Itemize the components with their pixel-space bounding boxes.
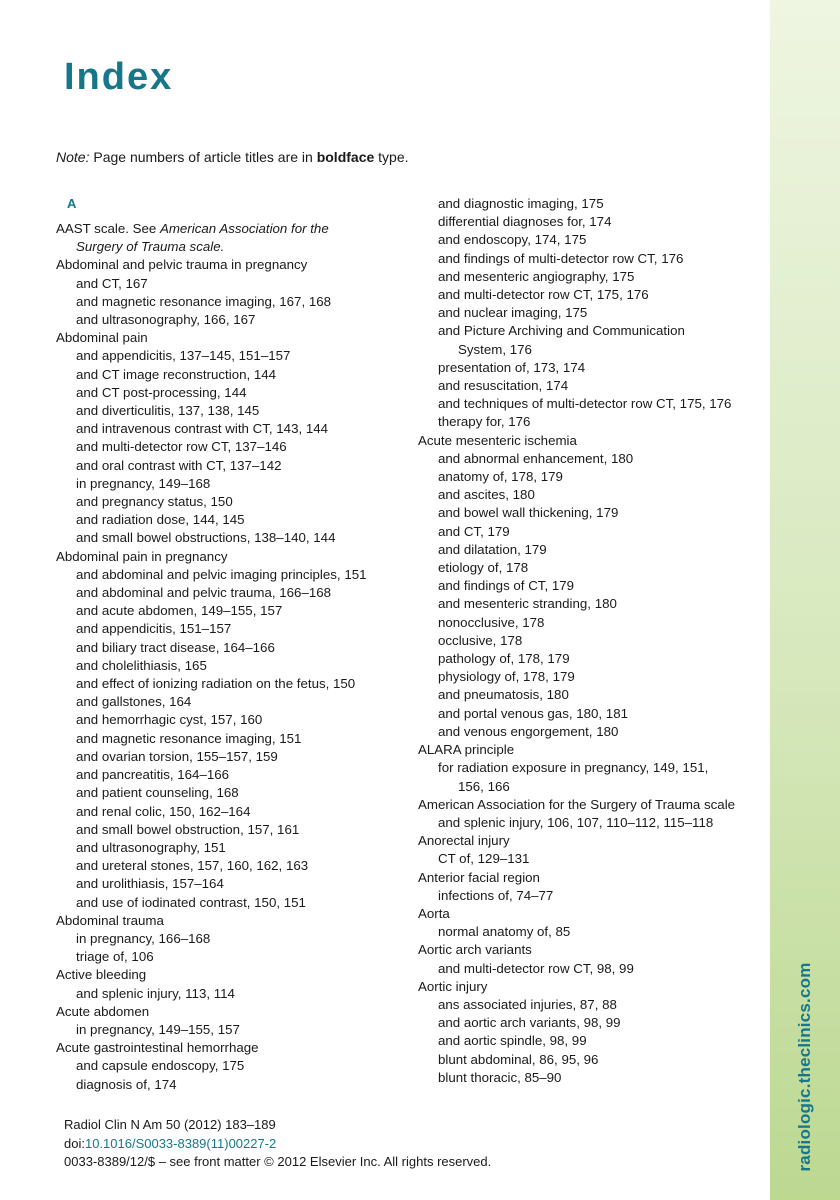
entry-text: and diverticulitis, 137, 138, 145	[76, 403, 260, 419]
entry-text: Aortic injury	[418, 978, 488, 994]
entry-text: blunt abdominal, 86, 95, 96	[438, 1051, 599, 1067]
index-subentry	[56, 1021, 401, 1039]
index-subentry	[56, 366, 401, 384]
entry-text: and ascites, 180	[438, 487, 535, 503]
index-subentry	[56, 457, 401, 475]
entry-text: anatomy of, 178, 179	[438, 469, 563, 485]
entry-text: and radiation dose, 144, 145	[76, 512, 245, 528]
index-subentry	[418, 686, 763, 704]
entry-text: and venous engorgement, 180	[438, 723, 619, 739]
citation-line: Radiol Clin N Am 50 (2012) 183–189	[64, 1117, 276, 1132]
index-subentry	[418, 468, 763, 486]
note-bold-word: boldface	[316, 149, 375, 165]
entry-text: and dilatation, 179	[438, 541, 547, 557]
index-subentry	[56, 803, 401, 821]
citation-footer	[64, 1116, 491, 1172]
entry-text: in pregnancy, 166–168	[76, 930, 211, 946]
entry-text: physiology of, 178, 179	[438, 669, 575, 685]
entry-text: and abdominal and pelvic trauma, 166–168	[76, 585, 332, 601]
entry-text: 156, 166	[458, 778, 510, 794]
entry-text: and magnetic resonance imaging, 151	[76, 730, 302, 746]
index-subentry	[56, 821, 401, 839]
index-subentry	[56, 639, 401, 657]
entry-text: and multi-detector row CT, 137–146	[76, 439, 287, 455]
index-subentry	[56, 402, 401, 420]
index-subentry	[418, 523, 763, 541]
entry-text: Abdominal and pelvic trauma in pregnancy	[56, 257, 308, 273]
entry-text: and ultrasonography, 166, 167	[76, 312, 256, 328]
index-heading	[56, 912, 401, 930]
entry-text: and multi-detector row CT, 98, 99	[438, 960, 634, 976]
entry-text: and CT, 167	[76, 275, 148, 291]
entry-text: American Association for the Surgery of Trauma scale	[418, 796, 736, 812]
index-subentry	[418, 322, 763, 340]
index-subentry	[56, 311, 401, 329]
entry-text: and magnetic resonance imaging, 167, 168	[76, 293, 332, 309]
index-subentry	[418, 595, 763, 613]
index-subentry	[418, 996, 763, 1014]
entry-text: Acute abdomen	[56, 1003, 150, 1019]
index-subentry	[418, 614, 763, 632]
entry-text: and effect of ionizing radiation on the fetus, 150	[76, 676, 356, 692]
entry-text: Aortic arch variants	[418, 942, 532, 958]
index-subentry	[56, 475, 401, 493]
index-subentry	[418, 213, 763, 231]
index-column-left	[56, 195, 401, 1094]
entry-text: and portal venous gas, 180, 181	[438, 705, 628, 721]
index-subentry	[418, 559, 763, 577]
index-subentry	[56, 839, 401, 857]
index-subentry	[56, 711, 401, 729]
entry-text: and findings of CT, 179	[438, 578, 575, 594]
index-subentry	[418, 413, 763, 431]
index-subentry	[56, 566, 401, 584]
entry-text: normal anatomy of, 85	[438, 924, 571, 940]
entry-text: and findings of multi-detector row CT, 176	[438, 250, 684, 266]
index-heading	[56, 1003, 401, 1021]
entry-text: and diagnostic imaging, 175	[438, 196, 604, 211]
doi-label: doi:	[64, 1135, 85, 1151]
index-note	[56, 149, 409, 165]
entry-text: and Picture Archiving and Communication	[438, 323, 685, 339]
entry-text: Abdominal pain in pregnancy	[56, 548, 228, 564]
entry-text: and mesenteric angiography, 175	[438, 268, 635, 284]
entry-text: and abnormal enhancement, 180	[438, 450, 634, 466]
index-subentry	[56, 657, 401, 675]
entry-text: diagnosis of, 174	[76, 1076, 177, 1092]
index-heading	[56, 1039, 401, 1057]
index-subentry	[418, 395, 763, 413]
index-subentry	[56, 675, 401, 693]
index-subentry	[418, 723, 763, 741]
index-subentry	[56, 748, 401, 766]
entry-text: and gallstones, 164	[76, 694, 192, 710]
doi-line	[64, 1135, 491, 1154]
entry-text: and renal colic, 150, 162–164	[76, 803, 251, 819]
index-subentry	[418, 759, 763, 777]
entry-text: and ultrasonography, 151	[76, 839, 226, 855]
entry-text: and aortic arch variants, 98, 99	[438, 1015, 621, 1031]
index-subentry	[56, 511, 401, 529]
index-subentry	[418, 960, 763, 978]
index-subentry	[418, 504, 763, 522]
index-heading	[56, 220, 401, 238]
index-subentry	[56, 985, 401, 1003]
entry-text: American Association for the	[159, 221, 329, 236]
index-subentry	[418, 668, 763, 686]
entry-text: and ovarian torsion, 155–157, 159	[76, 748, 278, 764]
index-subentry	[418, 650, 763, 668]
index-subentry	[56, 857, 401, 875]
index-subentry	[418, 450, 763, 468]
entry-text: and abdominal and pelvic imaging principles, 151	[76, 566, 367, 582]
entry-text: and small bowel obstruction, 157, 161	[76, 821, 300, 837]
entry-text: therapy for, 176	[438, 414, 531, 430]
entry-text: and CT post-processing, 144	[76, 384, 247, 400]
index-heading	[56, 256, 401, 274]
entry-text: and resuscitation, 174	[438, 378, 569, 394]
index-subentry	[56, 766, 401, 784]
entry-text: and oral contrast with CT, 137–142	[76, 457, 282, 473]
entry-text: AAST scale. See	[56, 221, 160, 236]
index-subentry	[56, 384, 401, 402]
index-subentry	[418, 359, 763, 377]
entry-text: and pregnancy status, 150	[76, 494, 233, 510]
entry-text: and aortic spindle, 98, 99	[438, 1033, 587, 1049]
entry-text: and splenic injury, 113, 114	[76, 985, 235, 1001]
entry-text: and appendicitis, 137–145, 151–157	[76, 348, 291, 364]
entry-text: and pneumatosis, 180	[438, 687, 569, 703]
entry-text: in pregnancy, 149–155, 157	[76, 1021, 240, 1037]
index-heading	[418, 941, 763, 959]
index-subentry	[56, 620, 401, 638]
entry-text: and techniques of multi-detector row CT, 175, 176	[438, 396, 732, 412]
entry-text: differential diagnoses for, 174	[438, 214, 612, 230]
index-subentry	[56, 948, 401, 966]
entry-text: etiology of, 178	[438, 560, 529, 576]
index-subentry	[418, 268, 763, 286]
index-subentry	[418, 577, 763, 595]
entry-text: Abdominal pain	[56, 330, 148, 346]
entry-text: and hemorrhagic cyst, 157, 160	[76, 712, 263, 728]
index-heading	[56, 548, 401, 566]
index-subentry	[418, 341, 763, 359]
entry-text: Active bleeding	[56, 967, 147, 983]
index-subentry	[418, 850, 763, 868]
entry-text: in pregnancy, 149–168	[76, 475, 211, 491]
entry-text: occlusive, 178	[438, 632, 523, 648]
index-subentry	[56, 420, 401, 438]
entry-text: and splenic injury, 106, 107, 110–112, 115–118	[438, 814, 714, 830]
entry-text: and intravenous contrast with CT, 143, 144	[76, 421, 329, 437]
index-subentry	[418, 541, 763, 559]
entry-list-left	[56, 220, 401, 1094]
note-text-pre: Page numbers of article titles are in	[89, 149, 317, 165]
entry-text: and pancreatitis, 164–166	[76, 767, 230, 783]
entry-text: and mesenteric stranding, 180	[438, 596, 617, 612]
entry-text: and acute abdomen, 149–155, 157	[76, 603, 283, 619]
index-subentry	[56, 584, 401, 602]
index-subentry	[418, 304, 763, 322]
index-subentry	[56, 438, 401, 456]
entry-text: and multi-detector row CT, 175, 176	[438, 287, 649, 303]
doi-link[interactable]: 10.1016/S0033-8389(11)00227-2	[84, 1135, 277, 1151]
entry-text: and cholelithiasis, 165	[76, 657, 207, 673]
index-heading	[418, 869, 763, 887]
index-heading	[418, 978, 763, 996]
index-heading	[418, 905, 763, 923]
index-column-right	[418, 195, 763, 1087]
index-subentry	[56, 602, 401, 620]
entry-text: pathology of, 178, 179	[438, 651, 570, 667]
index-subentry	[418, 231, 763, 249]
index-subentry	[56, 293, 401, 311]
index-heading	[56, 966, 401, 984]
index-subentry	[56, 529, 401, 547]
entry-text: and nuclear imaging, 175	[438, 305, 588, 321]
index-subentry	[418, 195, 763, 213]
entry-text: CT of, 129–131	[438, 851, 530, 867]
index-subentry	[56, 238, 401, 256]
index-subentry	[418, 923, 763, 941]
index-subentry	[56, 894, 401, 912]
entry-text: nonocclusive, 178	[438, 614, 545, 630]
index-subentry	[418, 486, 763, 504]
entry-text: triage of, 106	[76, 949, 154, 965]
page-title: Index	[64, 56, 174, 98]
entry-list-right	[418, 195, 763, 1087]
entry-text: Acute gastrointestinal hemorrhage	[56, 1040, 259, 1056]
index-subentry	[418, 814, 763, 832]
note-text-post: type.	[374, 149, 409, 165]
index-subentry	[56, 1057, 401, 1075]
entry-text: and appendicitis, 151–157	[76, 621, 232, 637]
index-subentry	[418, 250, 763, 268]
index-heading	[418, 796, 763, 814]
entry-text: and ureteral stones, 157, 160, 162, 163	[76, 858, 309, 874]
index-subentry	[56, 875, 401, 893]
entry-text: and small bowel obstructions, 138–140, 144	[76, 530, 336, 546]
entry-text: Abdominal trauma	[56, 912, 164, 928]
entry-text: and CT, 179	[438, 523, 510, 539]
entry-text: Acute mesenteric ischemia	[418, 432, 577, 448]
entry-text: and use of iodinated contrast, 150, 151	[76, 894, 306, 910]
index-subentry	[418, 377, 763, 395]
entry-text: Anterior facial region	[418, 869, 540, 885]
entry-text: blunt thoracic, 85–90	[438, 1069, 562, 1085]
entry-text: and patient counseling, 168	[76, 785, 239, 801]
index-subentry	[418, 286, 763, 304]
index-subentry	[418, 1032, 763, 1050]
entry-text: and CT image reconstruction, 144	[76, 366, 277, 382]
index-subentry	[418, 778, 763, 796]
index-subentry	[418, 1014, 763, 1032]
index-subentry	[418, 705, 763, 723]
index-heading	[418, 741, 763, 759]
copyright-line: 0033-8389/12/$ – see front matter © 2012 Elsevier Inc. All rights reserved.	[64, 1154, 492, 1169]
index-subentry	[418, 887, 763, 905]
index-subentry	[56, 693, 401, 711]
note-label: Note:	[56, 149, 90, 165]
entry-text: for radiation exposure in pregnancy, 149, 151,	[438, 760, 709, 776]
entry-text: System, 176	[458, 341, 532, 357]
index-heading	[418, 832, 763, 850]
index-subentry	[418, 1069, 763, 1087]
entry-text: presentation of, 173, 174	[438, 359, 586, 375]
entry-text: infections of, 74–77	[438, 887, 554, 903]
index-subentry	[418, 632, 763, 650]
entry-text: and endoscopy, 174, 175	[438, 232, 587, 248]
index-subentry	[56, 930, 401, 948]
section-letter: A	[67, 196, 77, 211]
index-subentry	[56, 784, 401, 802]
index-subentry	[56, 730, 401, 748]
entry-text: Surgery of Trauma scale.	[76, 239, 225, 255]
index-subentry	[56, 275, 401, 293]
entry-text: and biliary tract disease, 164–166	[76, 639, 275, 655]
index-subentry	[56, 493, 401, 511]
entry-text: Anorectal injury	[418, 833, 510, 849]
journal-url[interactable]: radiologic.theclinics.com	[795, 962, 814, 1172]
index-subentry	[56, 347, 401, 365]
index-heading	[56, 329, 401, 347]
entry-text: Aorta	[418, 905, 450, 921]
entry-text: and urolithiasis, 157–164	[76, 876, 224, 892]
index-subentry	[56, 1076, 401, 1094]
entry-text: ans associated injuries, 87, 88	[438, 996, 617, 1012]
index-subentry	[418, 1051, 763, 1069]
entry-text: and capsule endoscopy, 175	[76, 1058, 245, 1074]
index-heading	[418, 432, 763, 450]
entry-text: and bowel wall thickening, 179	[438, 505, 619, 521]
entry-text: ALARA principle	[418, 742, 515, 758]
